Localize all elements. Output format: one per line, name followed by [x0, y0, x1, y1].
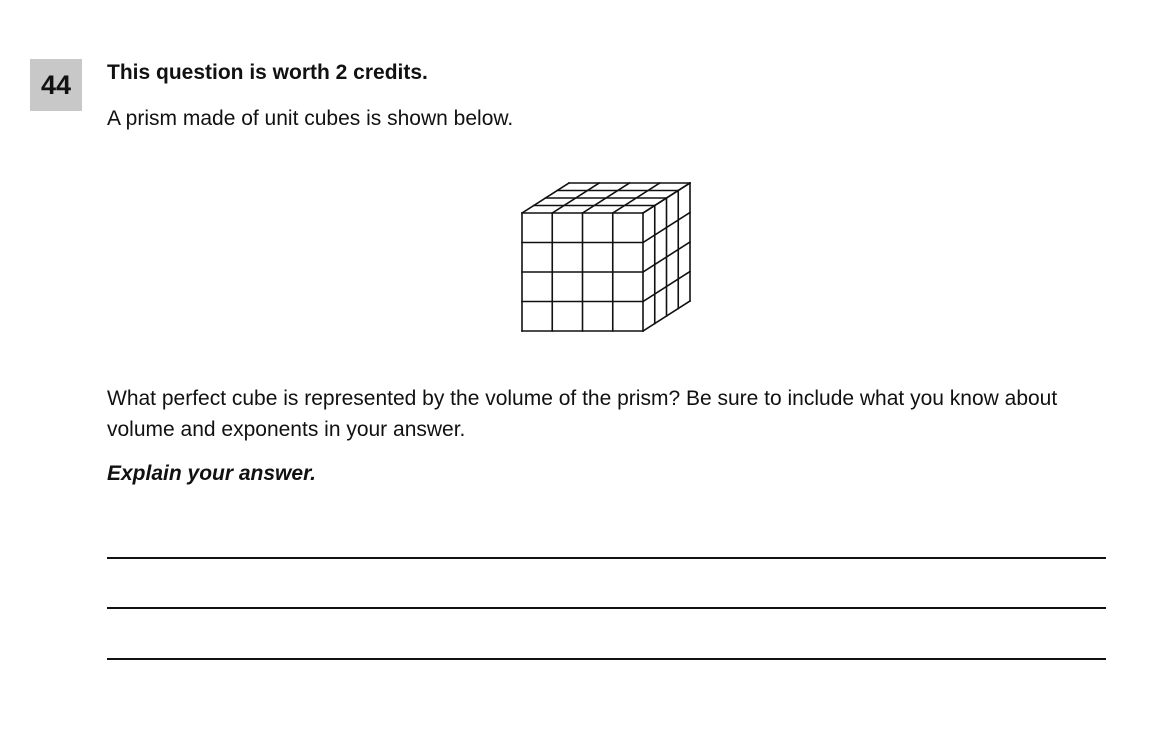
question-number: 44: [40, 69, 72, 100]
question-intro: A prism made of unit cubes is shown below.: [107, 107, 514, 130]
answer-line-2[interactable]: [107, 607, 1106, 609]
answer-line-1[interactable]: [107, 557, 1106, 559]
prism-drawing: [515, 175, 700, 340]
answer-line-3[interactable]: [107, 658, 1106, 660]
explain-instruction: Explain your answer.: [107, 462, 316, 485]
credits-statement: This question is worth 2 credits.: [107, 61, 428, 84]
question-number-badge: [30, 59, 82, 111]
unit-cube-prism-figure: [515, 175, 700, 340]
question-prompt: What perfect cube is represented by the volume of the prism? Be sure to include what you know about volume and exponents in your answer.: [107, 387, 1058, 441]
